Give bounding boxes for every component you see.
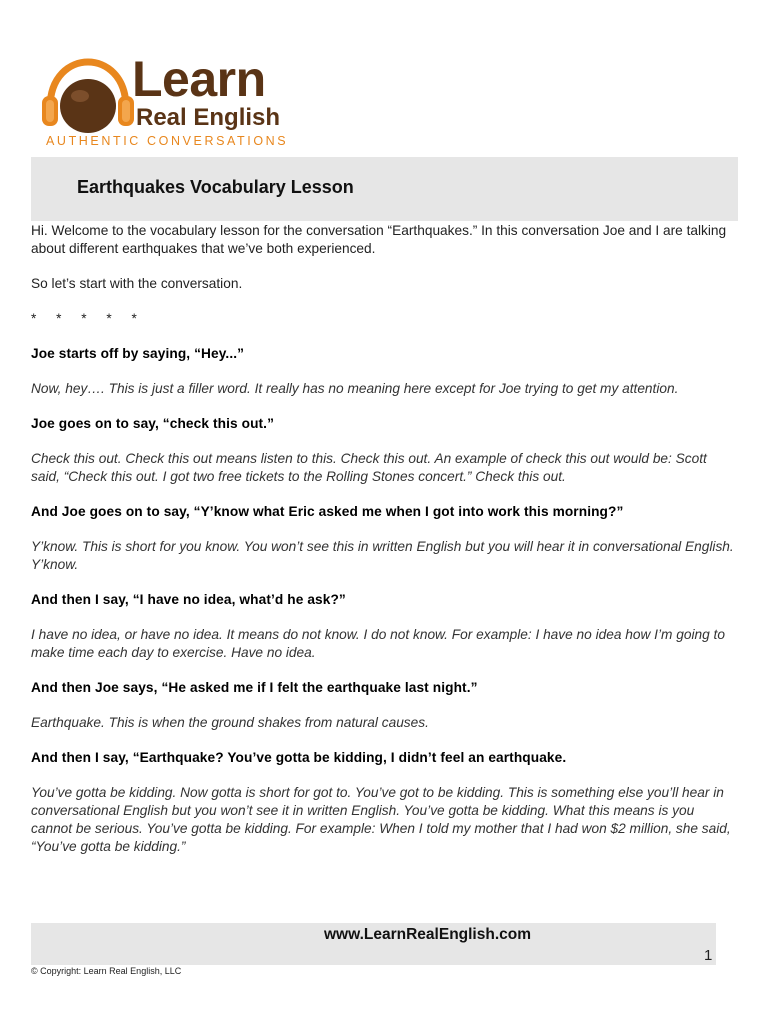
footer-bar bbox=[31, 923, 716, 965]
copyright-notice: © Copyright: Learn Real English, LLC bbox=[31, 966, 182, 976]
explanation-paragraph: Earthquake. This is when the ground shakes from natural causes. bbox=[31, 715, 429, 730]
explanation-paragraph: Check this out. Check this out means listen to this. Check this out. An example of check this out would be: Scott said, “Check this out. I got two free tickets to the Rolling Stones concert.” Check this out. bbox=[31, 451, 707, 484]
logo-tagline: AUTHENTIC CONVERSATIONS bbox=[46, 134, 289, 148]
dialogue-line: And Joe goes on to say, “Y’know what Eric asked me when I got into work this morning?” bbox=[31, 504, 624, 519]
dialogue-line: Joe goes on to say, “check this out.” bbox=[31, 416, 275, 431]
page-number: 1 bbox=[704, 947, 713, 964]
logo-word-learn: Learn bbox=[132, 51, 266, 107]
dialogue-line: And then Joe says, “He asked me if I felt the earthquake last night.” bbox=[31, 680, 478, 695]
explanation-paragraph: Y’know. This is short for you know. You won’t see this in written English but you will hear it in conversational English. Y’know. bbox=[31, 539, 734, 572]
section-divider: * * * * * bbox=[31, 311, 138, 326]
headphones-icon bbox=[40, 58, 136, 138]
lesson-body bbox=[31, 222, 739, 873]
dialogue-line: And then I say, “Earthquake? You’ve gotta be kidding, I didn’t feel an earthquake. bbox=[31, 750, 567, 765]
dialogue-line: And then I say, “I have no idea, what’d he ask?” bbox=[31, 592, 346, 607]
explanation-paragraph: I have no idea, or have no idea. It means do not know. I do not know. For example: I have no idea how I’m going to make time each day to exercise. Have no idea. bbox=[31, 627, 725, 660]
explanation-paragraph: You’ve gotta be kidding. Now gotta is short for got to. You’ve got to be kidding. This is something else you’ll hear in conversational English but you won’t see it in written English. You’ve gotta be kidding. What this means is you cannot be serious. You’ve gotta be kidding. For example: When I told my mother that I had won $2 million, she said, “You’ve gotta be kidding.” bbox=[31, 785, 731, 854]
page-title: Earthquakes Vocabulary Lesson bbox=[77, 177, 354, 197]
website-url: www.LearnRealEnglish.com bbox=[324, 926, 532, 943]
logo bbox=[40, 51, 300, 153]
intro-paragraph: So let’s start with the conversation. bbox=[31, 276, 243, 291]
title-bar bbox=[31, 157, 738, 221]
dialogue-line: Joe starts off by saying, “Hey...” bbox=[31, 346, 245, 361]
logo-word-real-english: Real English bbox=[136, 104, 281, 131]
intro-paragraph: Hi. Welcome to the vocabulary lesson for the conversation “Earthquakes.” In this conversation Joe and I are talking about different earthquakes that we’ve both experienced. bbox=[31, 223, 727, 256]
explanation-paragraph: Now, hey…. This is just a filler word. It really has no meaning here except for Joe trying to get my attention. bbox=[31, 381, 679, 396]
